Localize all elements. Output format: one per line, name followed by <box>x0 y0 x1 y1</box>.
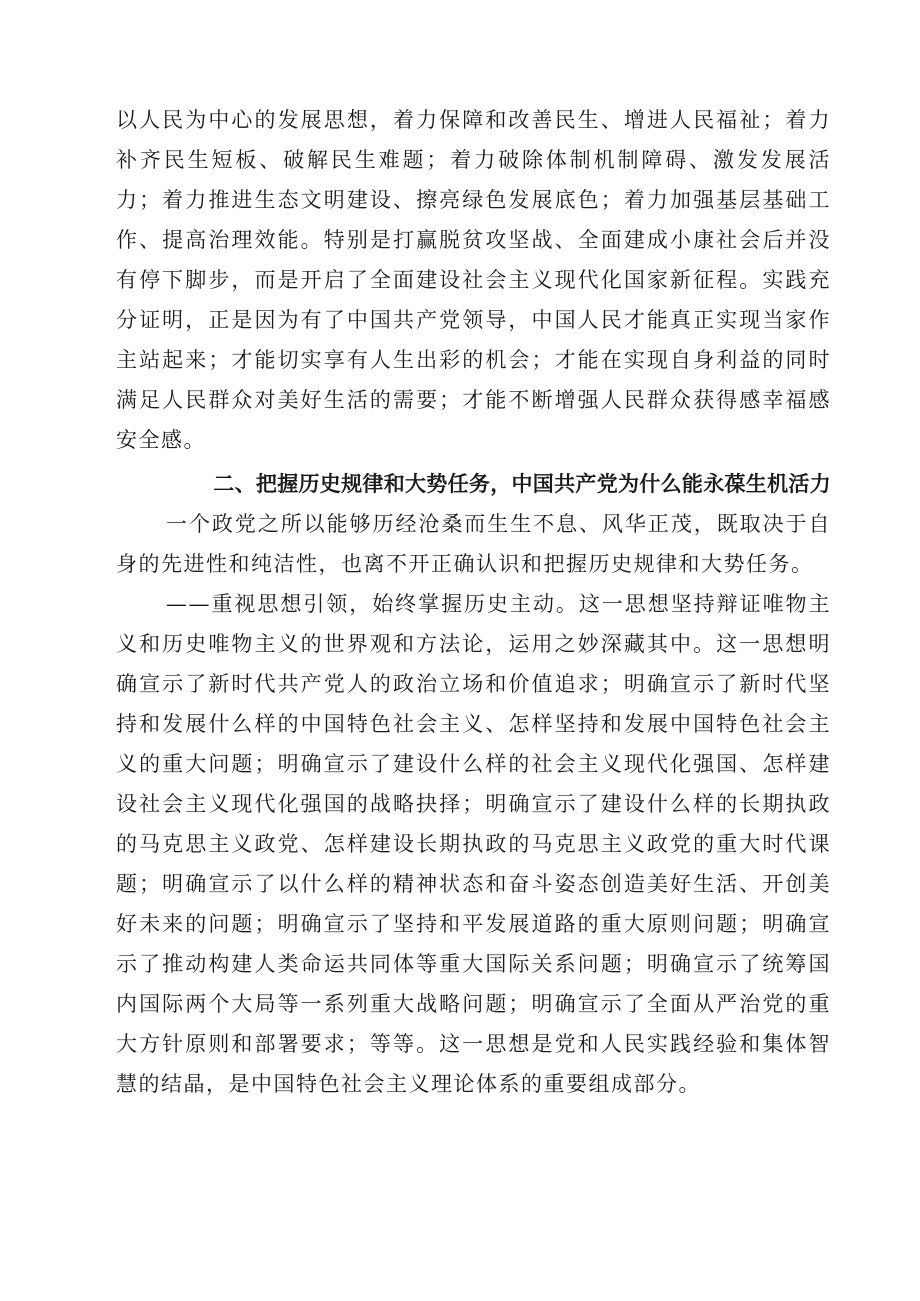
paragraph-intro: 一个政党之所以能够历经沧桑而生生不息、风华正茂，既取决于自身的先进性和纯洁性，也离不开正确认识和把握历史规律和大势任务。 <box>116 512 831 576</box>
paragraph-continuation: 以人民为中心的发展思想，着力保障和改善民生、增进人民福祉；着力补齐民生短板、破解民生难题；着力破除体制机制障碍、激发发展活力；着力推进生态文明建设、擦亮绿色发展底色；着力加强基层基础工作、提高治理效能。特别是打赢脱贫攻坚战、全面建成小康社会后并没有停下脚步，而是开启了全面建设社会主义现代化国家新征程。实践充分证明，正是因为有了中国共产党领导，中国人民才能真正实现当家作主站起来；才能切实享有人生出彩的机会；才能在实现自身利益的同时满足人民群众对美好生活的需要；才能不断增强人民群众获得感幸福感安全感。 <box>116 108 831 452</box>
paragraph-thought-guidance: ——重视思想引领，始终掌握历史主动。这一思想坚持辩证唯物主义和历史唯物主义的世界观和方法论，运用之妙深藏其中。这一思想明确宣示了新时代共产党人的政治立场和价值追求；明确宣示了新时代坚持和发展什么样的中国特色社会主义、怎样坚持和发展中国特色社会主义的重大问题；明确宣示了建设什么样的社会主义现代化强国、怎样建设社会主义现代化强国的战略抉择；明确宣示了建设什么样的长期执政的马克思主义政党、怎样建设长期执政的马克思主义政党的重大时代课题；明确宣示了以什么样的精神状态和奋斗姿态创造美好生活、开创美好未来的问题；明确宣示了坚持和平发展道路的重大原则问题；明确宣示了推动构建人类命运共同体等重大国际关系问题；明确宣示了统筹国内国际两个大局等一系列重大战略问题；明确宣示了全面从严治党的重大方针原则和部署要求；等等。这一思想是党和人民实践经验和集体智慧的结晶，是中国特色社会主义理论体系的重要组成部分。 <box>116 592 831 1096</box>
section-heading: 二、把握历史规律和大势任务，中国共产党为什么能永葆生机活力 <box>213 472 831 496</box>
document-body <box>116 100 831 1104</box>
